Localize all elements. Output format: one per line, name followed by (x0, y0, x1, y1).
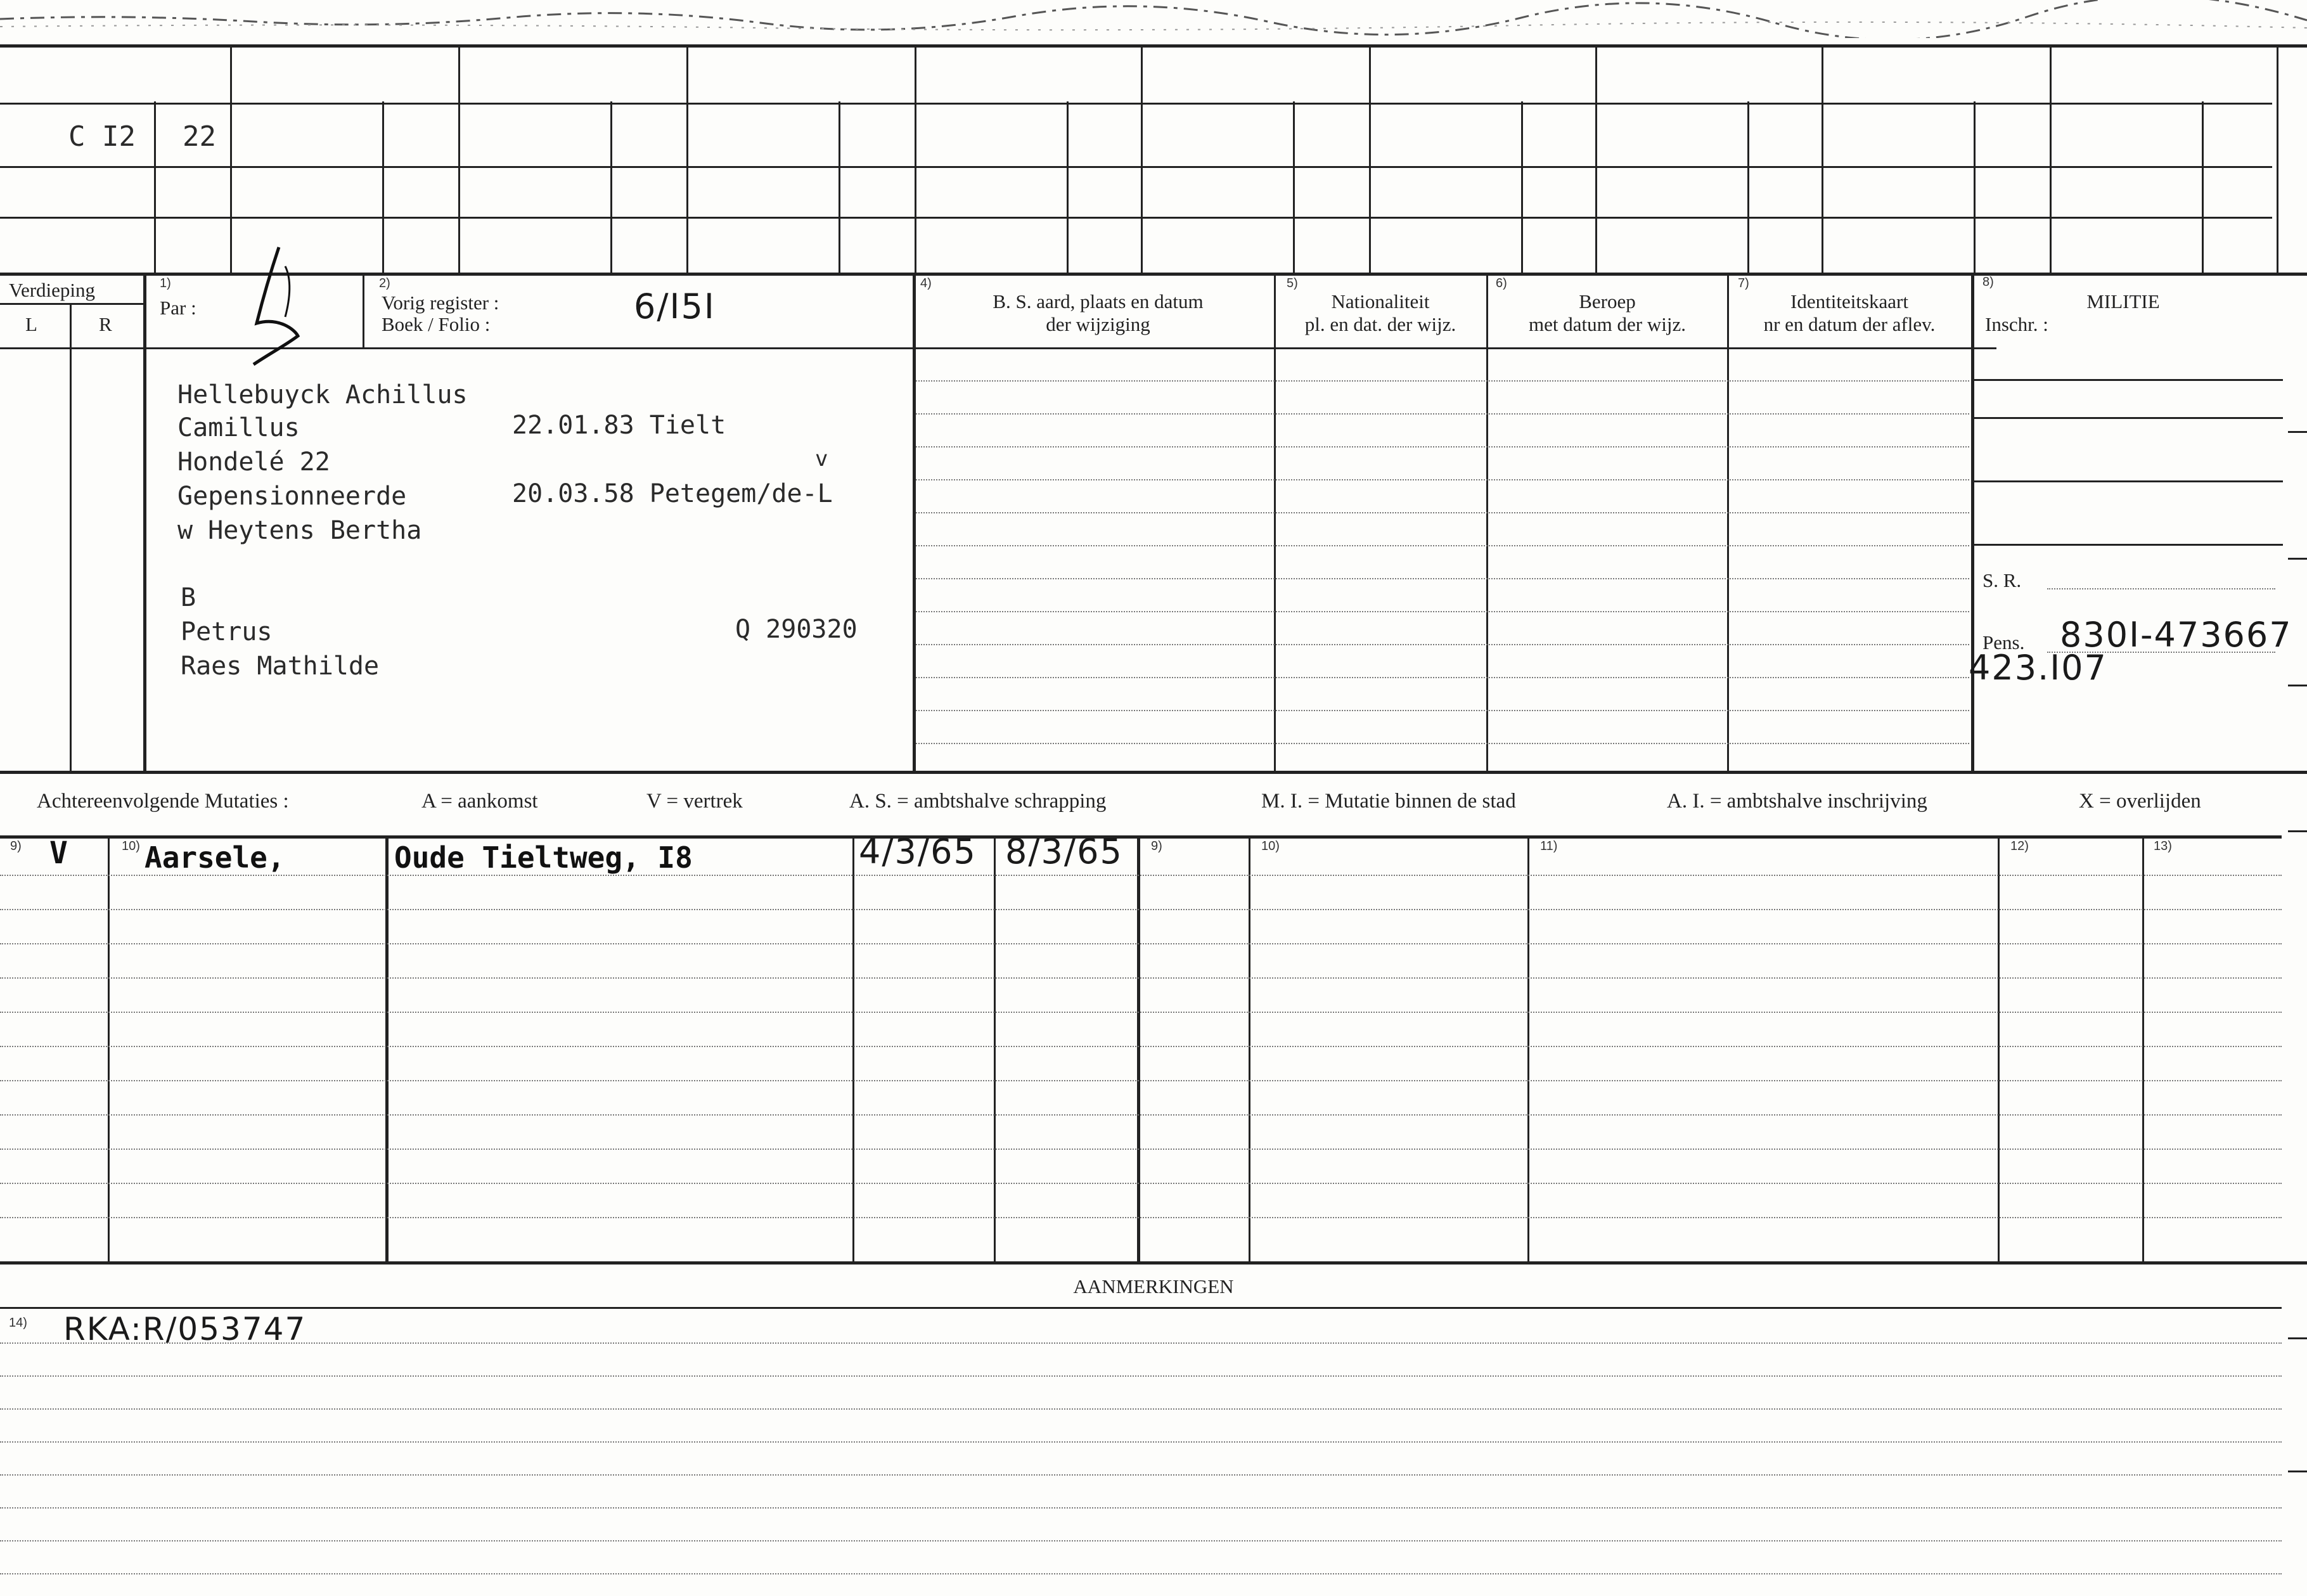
dotted-line (916, 413, 1969, 415)
mut-col-line (2142, 835, 2144, 1261)
dotted-line (0, 1217, 2282, 1218)
edge-tick (2288, 1471, 2307, 1472)
mut-note-10: 10) (122, 839, 140, 853)
col-line (143, 274, 146, 772)
vorig-register-value: 6/I5I (634, 286, 716, 326)
b-spouse: Raes Mathilde (181, 652, 380, 681)
mut-note-13: 13) (2154, 839, 2172, 853)
b-name: Petrus (181, 617, 273, 647)
section-line (0, 771, 2307, 774)
mutation-date-2: 8/3/65 (1005, 832, 1123, 872)
person-tick: v (815, 446, 828, 472)
legend-x: X = overlijden (2079, 790, 2201, 813)
legend-a: A = aankomst (421, 790, 538, 813)
grid-line (915, 44, 916, 274)
mut-col-line (852, 835, 854, 1261)
person-spouse: w Heytens Bertha (177, 516, 422, 545)
pens-value-2: 423.I07 (1969, 648, 2107, 688)
mut-col-line (1249, 835, 1250, 1261)
mut-note-9: 9) (10, 839, 22, 853)
dotted-line (0, 1183, 2282, 1184)
remarks-note-14: 14) (9, 1316, 27, 1330)
grid-line (1822, 44, 1823, 274)
remarks-top-line (0, 1307, 2282, 1309)
edge-tick (2288, 431, 2307, 433)
dotted-line (0, 1507, 2282, 1509)
person-birth: 22.01.83 Tielt (512, 411, 726, 440)
dotted-line (0, 1012, 2282, 1013)
mut-note-12: 12) (2010, 839, 2029, 853)
dotted-line (916, 611, 1969, 612)
col-line (1486, 274, 1488, 772)
dotted-line (916, 644, 1969, 645)
note-5: 5) (1287, 276, 1298, 290)
col-line (1971, 274, 1974, 772)
beroep-line1: Beroep (1579, 290, 1636, 312)
legend-mi: M. I. = Mutatie binnen de stad (1261, 790, 1516, 813)
inschr-label: Inschr. : (1985, 313, 2048, 335)
top-border (0, 44, 2307, 48)
legend-v: V = vertrek (646, 790, 743, 813)
grid-line (1974, 101, 1976, 274)
dotted-line (0, 1046, 2282, 1047)
note-2: 2) (379, 276, 390, 290)
dotted-line (916, 380, 1969, 382)
dotted-line (0, 909, 2282, 910)
par-signature (241, 241, 368, 368)
nationaliteit-line1: Nationaliteit (1331, 290, 1430, 312)
person-firstname: Camillus (177, 413, 300, 442)
dotted-line (0, 1342, 2282, 1344)
dotted-line (0, 943, 2282, 944)
legend-as: A. S. = ambtshalve schrapping (849, 790, 1107, 813)
vorig-register-label: Vorig register : (382, 292, 499, 314)
grid-line (458, 44, 460, 274)
note-1: 1) (160, 276, 171, 290)
dotted-line (0, 1408, 2282, 1410)
mut-col-line (994, 835, 996, 1261)
legend-ai: A. I. = ambtshalve inschrijving (1667, 790, 1927, 813)
grid-line (686, 44, 688, 274)
code-a: C I2 (68, 120, 136, 153)
militie-line (1972, 379, 2283, 381)
mutations-top-line (0, 835, 2282, 839)
grid-line (0, 103, 2272, 105)
grid-line (1293, 101, 1295, 274)
remarks-title: AANMERKINGEN (1073, 1275, 1234, 1297)
grid-line (0, 217, 2272, 219)
grid-line (1067, 101, 1069, 274)
boek-folio-label: Boek / Folio : (382, 313, 491, 335)
torn-top-edge (0, 0, 2307, 38)
mut-col-line (1137, 835, 1140, 1261)
militie-line (1972, 417, 2283, 419)
dotted-line (916, 743, 1969, 744)
person-marriage: 20.03.58 Petegem/de-L (512, 479, 833, 508)
note-7: 7) (1738, 276, 1749, 290)
grid-line (839, 101, 840, 274)
pens-label: Pens. (1982, 631, 2025, 653)
grid-line (154, 101, 156, 274)
grid-line (1747, 101, 1749, 274)
l-label: L (25, 313, 37, 335)
dotted-line (0, 1080, 2282, 1081)
dotted-line (0, 1441, 2282, 1443)
edge-tick (2288, 685, 2307, 686)
dotted-line (916, 710, 1969, 711)
mut-note-9b: 9) (1151, 839, 1162, 853)
beroep-line2: met datum der wijz. (1529, 313, 1686, 335)
edge-tick (2288, 558, 2307, 560)
edge-tick (2288, 830, 2307, 832)
militie-label: MILITIE (2086, 290, 2160, 312)
dotted-line (916, 446, 1969, 447)
grid-line (610, 101, 612, 274)
dotted-line (0, 875, 2282, 876)
person-occupation: Gepensionneerde (177, 482, 407, 511)
grid-line (1141, 44, 1143, 274)
remarks-value: RKA:R/053747 (63, 1311, 307, 1348)
nationaliteit-line2: pl. en dat. der wijz. (1304, 313, 1456, 335)
mut-col-line (1998, 835, 2000, 1261)
dotted-line (0, 1149, 2282, 1150)
verdieping-label: Verdieping (9, 279, 96, 301)
grid-line (1521, 101, 1523, 274)
note-6: 6) (1496, 276, 1507, 290)
mut-note-11: 11) (1540, 839, 1558, 853)
par-label: Par : (160, 297, 196, 319)
sr-label: S. R. (1982, 569, 2022, 591)
grid-line (2202, 101, 2204, 274)
b-label: B (181, 583, 196, 612)
dotted-line (0, 1540, 2282, 1541)
dotted-line (0, 1573, 2282, 1574)
grid-line (382, 101, 384, 274)
b-code: Q 290320 (735, 615, 858, 644)
mut-note-10b: 10) (1261, 839, 1280, 853)
note-8: 8) (1982, 275, 1994, 289)
dotted-line (0, 1474, 2282, 1476)
r-label: R (99, 313, 112, 335)
lr-divider (70, 303, 72, 772)
identiteitskaart-line1: Identiteitskaart (1790, 290, 1908, 312)
grid-line (230, 44, 232, 274)
dotted-line (916, 512, 1969, 513)
col-line (1274, 274, 1276, 772)
dotted-line (916, 578, 1969, 579)
grid-line (1369, 44, 1371, 274)
code-b: 22 (183, 120, 216, 153)
identiteitskaart-line2: nr en datum der aflev. (1763, 313, 1936, 335)
dotted-line (916, 677, 1969, 678)
dotted-line (916, 479, 1969, 480)
mut-col-line (108, 835, 110, 1261)
legend-title: Achtereenvolgende Mutaties : (37, 790, 289, 813)
mut-col-line (385, 835, 389, 1261)
militie-line (1972, 544, 2283, 546)
note-4: 4) (920, 276, 932, 290)
dotted-line (916, 545, 1969, 546)
grid-line (0, 166, 2272, 168)
sr-dotted-line (2047, 588, 2275, 589)
col-line (1727, 274, 1729, 772)
col-line (913, 274, 916, 772)
dotted-line (0, 977, 2282, 979)
bs-header-line1: B. S. aard, plaats en datum (993, 290, 1204, 312)
mutations-bottom-line (0, 1261, 2307, 1265)
bs-header-line2: der wijziging (1046, 313, 1150, 335)
militie-line (1972, 480, 2283, 482)
mut-col-line (1527, 835, 1529, 1261)
dotted-line (0, 1114, 2282, 1116)
grid-line (2050, 44, 2052, 274)
dotted-line (0, 1375, 2282, 1377)
verdieping-divider (0, 303, 146, 305)
pens-value-1: 830I-473667 (2060, 615, 2292, 655)
edge-tick (2288, 1337, 2307, 1339)
grid-line (1595, 44, 1597, 274)
person-address: Hondelé 22 (177, 447, 330, 477)
mutation-place: Aarsele, (145, 840, 285, 875)
person-name: Hellebuyck Achillus (177, 380, 468, 409)
mutation-type: V (49, 835, 68, 871)
mutation-street: Oude Tieltweg, I8 (394, 840, 693, 875)
mutation-date-1: 4/3/65 (859, 832, 977, 872)
grid-line (2277, 44, 2278, 274)
